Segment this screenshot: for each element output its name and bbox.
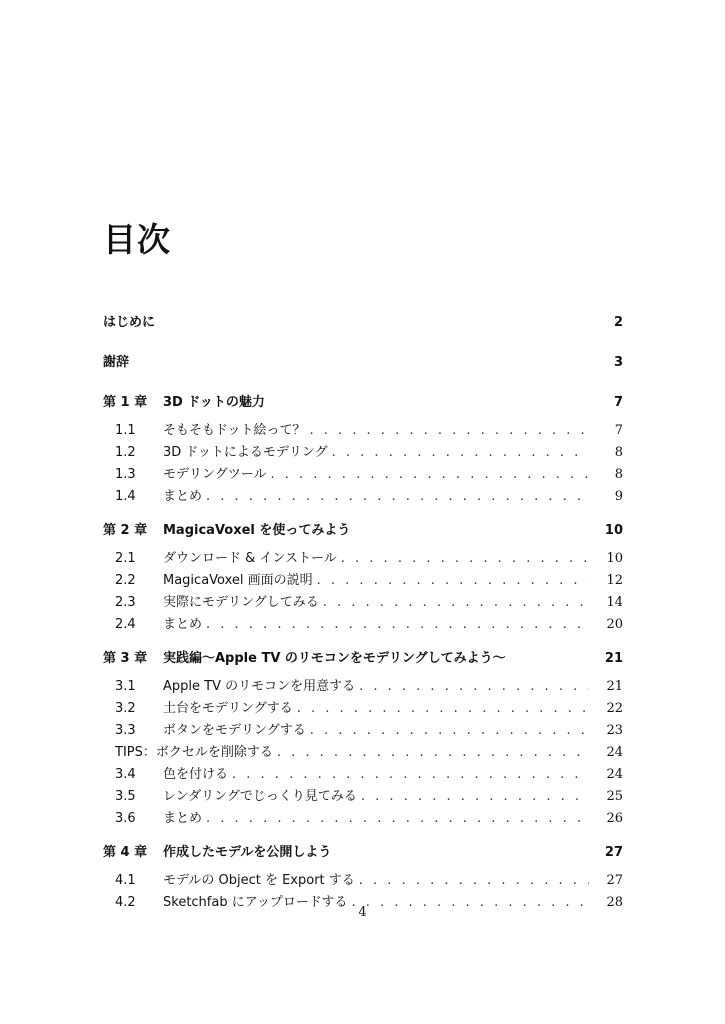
toc-section-title-with-leader bbox=[163, 698, 589, 720]
toc-section-title: MagicaVoxel 画面の説明 bbox=[163, 573, 313, 588]
toc-chapter-title: MagicaVoxel を使ってみよう bbox=[163, 523, 351, 538]
toc-section-number: 4.2 bbox=[115, 895, 136, 910]
toc-page-number: 25 bbox=[606, 789, 623, 804]
toc-chapter-title: はじめに bbox=[103, 315, 156, 330]
toc-page-number: 27 bbox=[606, 873, 623, 888]
dot-leader bbox=[270, 464, 589, 486]
toc-page-number: 8 bbox=[614, 445, 623, 460]
toc-chapter-title: 作成したモデルを公開しよう bbox=[163, 845, 332, 860]
toc-section-title-with-leader bbox=[163, 592, 589, 614]
toc-page-number: 8 bbox=[614, 467, 623, 482]
dot-leader bbox=[277, 742, 589, 764]
toc-chapter-number: 第 2 章 bbox=[103, 523, 148, 538]
toc-section-entry[interactable] bbox=[103, 698, 623, 720]
page-title: 目次 bbox=[103, 220, 171, 260]
toc-section-title: 3D ドットによるモデリング bbox=[163, 445, 328, 460]
toc-page-number: 23 bbox=[606, 723, 623, 738]
toc-chapter-entry[interactable] bbox=[103, 346, 623, 380]
table-of-contents bbox=[103, 300, 623, 914]
toc-page-number: 9 bbox=[614, 489, 623, 504]
toc-section-number: 1.3 bbox=[115, 467, 136, 482]
toc-chapter-entry[interactable] bbox=[103, 306, 623, 340]
dot-leader bbox=[341, 548, 589, 570]
toc-page-number: 12 bbox=[606, 573, 623, 588]
toc-section-entry[interactable] bbox=[103, 742, 623, 764]
dot-leader bbox=[309, 420, 589, 442]
toc-section-number: 3.3 bbox=[115, 723, 136, 738]
toc-section-title-with-leader bbox=[163, 870, 589, 892]
toc-chapter-entry[interactable] bbox=[103, 836, 623, 870]
dot-leader bbox=[206, 486, 589, 508]
toc-section-number: 2.2 bbox=[115, 573, 136, 588]
toc-section-number: 3.1 bbox=[115, 679, 136, 694]
toc-section-title: ダウンロード & インストール bbox=[163, 551, 337, 566]
toc-section-title: まとめ bbox=[163, 489, 203, 504]
toc-section-number: 2.4 bbox=[115, 617, 136, 632]
toc-section-title-with-leader bbox=[163, 614, 589, 636]
toc-section-entry[interactable] bbox=[103, 764, 623, 786]
toc-section-entry[interactable] bbox=[103, 548, 623, 570]
dot-leader bbox=[232, 764, 589, 786]
toc-chapter-entry[interactable] bbox=[103, 642, 623, 676]
toc-page-number: 10 bbox=[606, 551, 623, 566]
toc-section-title: モデリングツール bbox=[163, 467, 267, 482]
toc-section-title: 実際にモデリングしてみる bbox=[163, 595, 319, 610]
toc-page-number: 24 bbox=[606, 767, 623, 782]
toc-section-entry[interactable] bbox=[103, 808, 623, 830]
toc-section-number: 3.4 bbox=[115, 767, 136, 782]
dot-leader bbox=[359, 870, 589, 892]
toc-section-number: 4.1 bbox=[115, 873, 136, 888]
dot-leader bbox=[361, 786, 589, 808]
toc-section-title: レンダリングでじっくり見てみる bbox=[163, 789, 357, 804]
toc-page-number: 7 bbox=[613, 395, 623, 410]
toc-section-number: 1.4 bbox=[115, 489, 136, 504]
toc-section-entry[interactable] bbox=[103, 592, 623, 614]
dot-leader bbox=[297, 698, 589, 720]
toc-page-number: 20 bbox=[606, 617, 623, 632]
toc-chapter-number: 第 1 章 bbox=[103, 395, 148, 410]
toc-section-number: 1.1 bbox=[115, 423, 136, 438]
toc-page-number: 14 bbox=[606, 595, 623, 610]
toc-section-number: 1.2 bbox=[115, 445, 136, 460]
toc-section-title-with-leader bbox=[163, 570, 589, 592]
toc-section-title: モデルの Object を Export する bbox=[163, 873, 355, 888]
dot-leader bbox=[310, 720, 589, 742]
toc-page-number: 21 bbox=[606, 679, 623, 694]
toc-section-number: 3.5 bbox=[115, 789, 136, 804]
toc-chapter-number: 第 4 章 bbox=[103, 845, 148, 860]
toc-section-entry[interactable] bbox=[103, 442, 623, 464]
toc-chapter-entry[interactable] bbox=[103, 386, 623, 420]
toc-chapter-title: 実践編〜Apple TV のリモコンをモデリングしてみよう〜 bbox=[163, 651, 506, 666]
toc-section-title-with-leader bbox=[163, 764, 589, 786]
toc-section-title: そもそもドット絵って？ bbox=[163, 423, 306, 438]
dot-leader bbox=[332, 442, 589, 464]
toc-section-number: 2.1 bbox=[115, 551, 136, 566]
toc-section-title-with-leader bbox=[163, 420, 589, 442]
toc-section-title-with-leader bbox=[163, 786, 589, 808]
dot-leader bbox=[317, 570, 589, 592]
dot-leader bbox=[323, 592, 589, 614]
toc-chapter-title: 謝辞 bbox=[103, 355, 130, 370]
toc-section-title: TIPS：ボクセルを削除する bbox=[115, 745, 273, 760]
toc-section-entry[interactable] bbox=[103, 786, 623, 808]
toc-section-entry[interactable] bbox=[103, 570, 623, 592]
toc-section-entry[interactable] bbox=[103, 720, 623, 742]
toc-page-number: 26 bbox=[606, 811, 623, 826]
toc-section-entry[interactable] bbox=[103, 464, 623, 486]
toc-page-number: 2 bbox=[613, 315, 623, 330]
toc-section-title-with-leader bbox=[163, 720, 589, 742]
toc-section-title-with-leader bbox=[163, 808, 589, 830]
dot-leader bbox=[206, 808, 589, 830]
toc-section-number: 2.3 bbox=[115, 595, 136, 610]
toc-section-entry[interactable] bbox=[103, 420, 623, 442]
toc-chapter-title: 3D ドットの魅力 bbox=[163, 395, 265, 410]
dot-leader bbox=[206, 614, 589, 636]
toc-section-entry[interactable] bbox=[103, 870, 623, 892]
toc-section-number: 3.6 bbox=[115, 811, 136, 826]
toc-page-number: 7 bbox=[614, 423, 623, 438]
toc-chapter-entry[interactable] bbox=[103, 514, 623, 548]
toc-chapter-number: 第 3 章 bbox=[103, 651, 148, 666]
toc-section-title: Apple TV のリモコンを用意する bbox=[163, 679, 356, 694]
toc-section-title: ボタンをモデリングする bbox=[163, 723, 306, 738]
toc-section-entry[interactable] bbox=[103, 614, 623, 636]
toc-section-title-with-leader bbox=[163, 548, 589, 570]
toc-section-entry[interactable] bbox=[103, 676, 623, 698]
toc-section-title-with-leader bbox=[163, 486, 589, 508]
toc-section-title: Sketchfab にアップロードする bbox=[163, 895, 348, 910]
toc-section-title: 土台をモデリングする bbox=[163, 701, 293, 716]
toc-section-title: 色を付ける bbox=[163, 767, 229, 782]
toc-section-number: 3.2 bbox=[115, 701, 136, 716]
toc-page-number: 28 bbox=[606, 895, 623, 910]
toc-page-number: 27 bbox=[604, 845, 623, 860]
toc-page-number: 10 bbox=[604, 523, 623, 538]
toc-section-title-with-leader bbox=[115, 742, 589, 764]
toc-section-title: まとめ bbox=[163, 617, 203, 632]
toc-page-number: 22 bbox=[606, 701, 623, 716]
toc-page-number: 3 bbox=[613, 355, 623, 370]
toc-page-number: 21 bbox=[604, 651, 623, 666]
toc-page-number: 24 bbox=[606, 745, 623, 760]
dot-leader bbox=[359, 676, 589, 698]
toc-section-title-with-leader bbox=[163, 442, 589, 464]
toc-section-title-with-leader bbox=[163, 464, 589, 486]
toc-section-entry[interactable] bbox=[103, 486, 623, 508]
page-number-footer: 4 bbox=[358, 905, 367, 920]
toc-section-title-with-leader bbox=[163, 676, 589, 698]
toc-section-title: まとめ bbox=[163, 811, 203, 826]
